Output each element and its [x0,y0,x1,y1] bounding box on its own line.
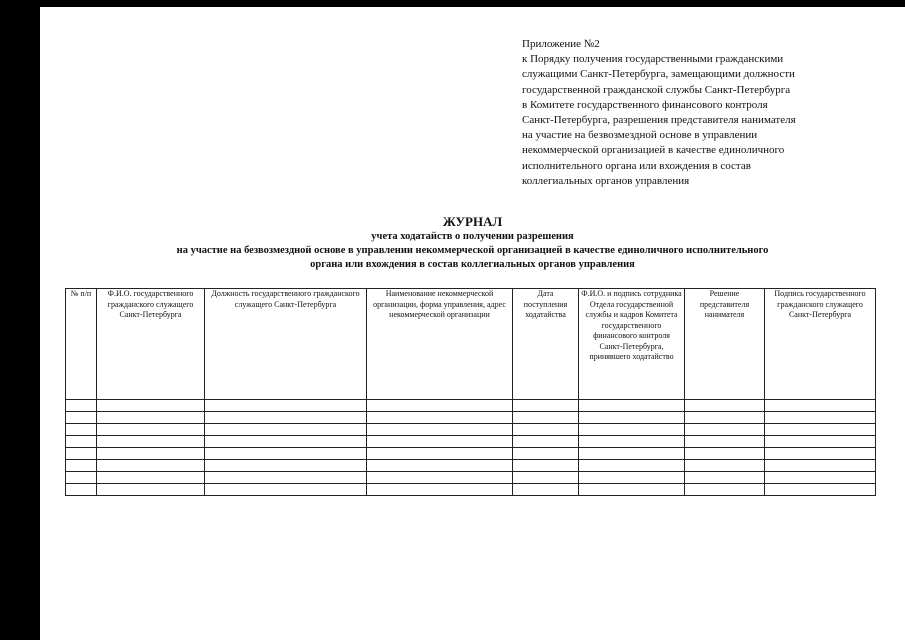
table-cell [367,412,513,424]
appendix-note [522,37,852,189]
journal-title [40,214,905,272]
table-cell [765,448,876,460]
table-cell [765,472,876,484]
table-cell [685,400,765,412]
table-cell [367,436,513,448]
header-date: Дата поступления ходатайства [513,289,579,400]
table-cell [97,484,205,496]
table-cell [97,424,205,436]
table-row [66,484,876,496]
table-cell [97,412,205,424]
table-row [66,412,876,424]
table-cell [66,448,97,460]
header-employee-name: Ф.И.О. государственного гражданского служащего Санкт-Петербурга [97,289,205,400]
table-cell [97,448,205,460]
table-cell [367,472,513,484]
table-row [66,400,876,412]
table-cell [765,412,876,424]
appendix-line: служащими Санкт-Петербурга, замещающими должности [522,68,795,81]
table-cell [66,400,97,412]
table-cell [513,412,579,424]
header-organization: Наименование некоммерческой организации, форма управления, адрес некоммерческой организации [367,289,513,400]
table-cell [66,484,97,496]
table-cell [66,412,97,424]
table-cell [513,484,579,496]
table-cell [685,448,765,460]
table-cell [205,472,367,484]
table-cell [765,436,876,448]
appendix-line: исполнительного органа или вхождения в состав [522,159,751,172]
table-cell [367,424,513,436]
journal-subtitle-line: на участие на безвозмездной основе в управлении некоммерческой организацией в качестве единоличного исполнительного [176,245,769,256]
appendix-line: некоммерческой организацией в качестве единоличного [522,144,785,157]
table-row [66,460,876,472]
table-cell [685,436,765,448]
document-page [40,7,905,640]
journal-heading: ЖУРНАЛ [442,214,503,229]
appendix-line: на участие на безвозмездной основе в управлении [522,129,758,142]
table-cell [367,484,513,496]
table-cell [685,460,765,472]
table-cell [97,436,205,448]
journal-table-body [66,400,876,496]
table-cell [66,460,97,472]
table-cell [205,436,367,448]
table-cell [579,424,685,436]
table-cell [765,460,876,472]
table-cell [579,472,685,484]
header-hr-officer: Ф.И.О. и подпись сотрудника Отдела государственной службы и кадров Комитета государственного финансового контроля Санкт-Петербурга, принявшего ходатайство [579,289,685,400]
appendix-line: к Порядку получения государственными гражданскими [522,53,784,66]
table-cell [205,424,367,436]
table-cell [579,460,685,472]
scan-border-top [0,0,905,7]
table-cell [513,448,579,460]
table-cell [97,460,205,472]
table-row [66,448,876,460]
table-cell [205,484,367,496]
table-cell [579,448,685,460]
table-cell [513,460,579,472]
table-cell [579,436,685,448]
table-cell [579,400,685,412]
appendix-line: коллегиальных органов управления [522,174,690,187]
table-row [66,436,876,448]
table-row [66,472,876,484]
table-cell [205,448,367,460]
table-cell [579,412,685,424]
scan-border-left [0,0,40,640]
table-cell [66,436,97,448]
header-signature: Подпись государственного гражданского служащего Санкт-Петербурга [765,289,876,400]
table-cell [97,400,205,412]
table-cell [765,484,876,496]
table-cell [765,400,876,412]
table-cell [579,484,685,496]
table-cell [205,400,367,412]
appendix-line: Приложение №2 [522,38,600,50]
table-cell [367,448,513,460]
table-cell [765,424,876,436]
table-cell [205,412,367,424]
table-cell [513,400,579,412]
table-cell [97,472,205,484]
table-cell [685,484,765,496]
appendix-line: государственной гражданской службы Санкт-Петербурга [522,83,791,96]
table-header-row [66,289,876,400]
journal-subtitle-line: органа или вхождения в состав коллегиальных органов управления [310,259,635,270]
header-number: № п/п [66,289,97,400]
table-cell [513,424,579,436]
table-cell [367,400,513,412]
table-cell [685,412,765,424]
journal-subtitle-line: учета ходатайств о получении разрешения [371,231,574,242]
header-decision: Решение представителя нанимателя [685,289,765,400]
table-cell [513,472,579,484]
table-row [66,424,876,436]
table-cell [685,472,765,484]
table-cell [66,424,97,436]
appendix-line: Санкт-Петербурга, разрешения представителя нанимателя [522,114,796,127]
table-cell [66,472,97,484]
header-position: Должность государственного гражданского служащего Санкт-Петербурга [205,289,367,400]
table-cell [367,460,513,472]
table-cell [205,460,367,472]
journal-table [65,288,876,496]
table-cell [685,424,765,436]
table-cell [513,436,579,448]
appendix-line: в Комитете государственного финансового контроля [522,98,768,111]
